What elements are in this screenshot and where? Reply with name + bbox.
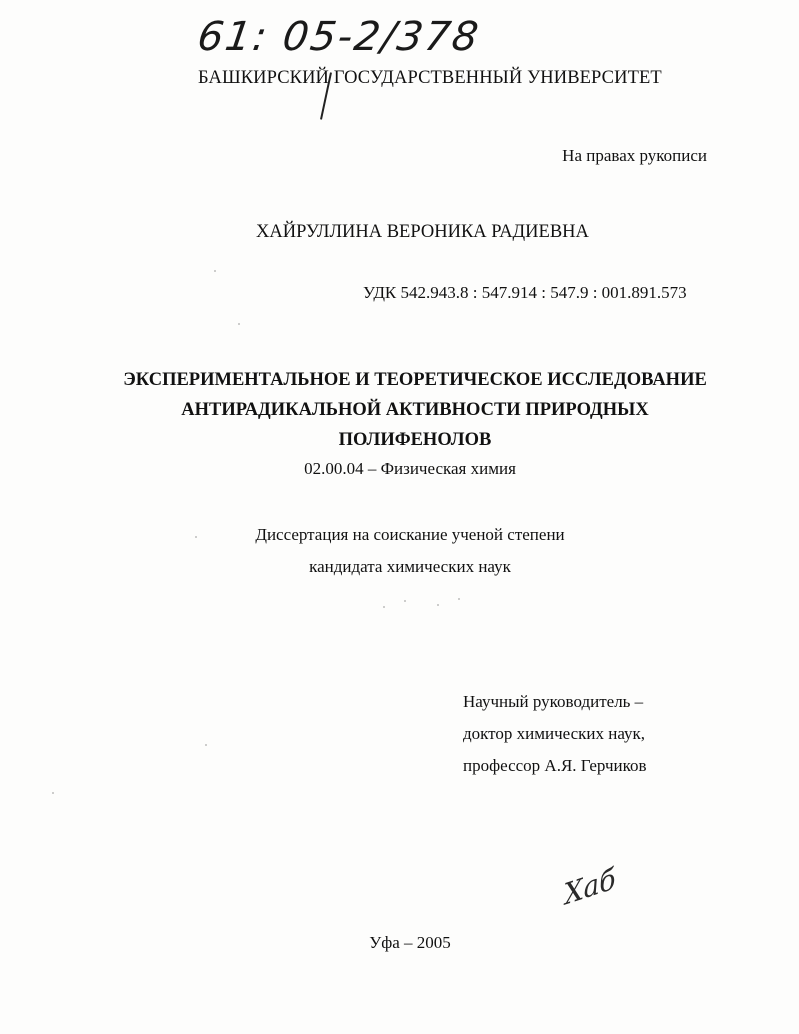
degree-line: кандидата химических наук (309, 557, 511, 576)
degree-statement (0, 519, 799, 583)
dissertation-title (100, 365, 730, 455)
scan-speck (195, 536, 197, 538)
university-name: БАШКИРСКИЙ ГОСУДАРСТВЕННЫЙ УНИВЕРСИТЕТ (198, 68, 662, 88)
title-line: ПОЛИФЕНОЛОВ (338, 430, 492, 450)
handwritten-archive-number: 61: 05-2/378 (194, 14, 483, 60)
title-line: АНТИРАДИКАЛЬНОЙ АКТИВНОСТИ ПРИРОДНЫХ (181, 400, 649, 420)
supervisor-line: доктор химических наук, (463, 724, 646, 743)
scan-speck (52, 792, 54, 794)
supervisor-line: Научный руководитель – (463, 692, 644, 711)
scan-speck (238, 323, 240, 325)
supervisor-block (463, 686, 647, 782)
supervisor-line: профессор А.Я. Герчиков (463, 756, 647, 775)
scan-speck (404, 600, 406, 602)
udc-code: УДК 542.943.8 : 547.914 : 547.9 : 001.891.573 (363, 283, 687, 302)
scan-speck (205, 744, 207, 746)
scan-speck (458, 598, 460, 600)
place-and-year: Уфа – 2005 (369, 933, 451, 952)
scan-speck (437, 604, 439, 606)
manuscript-rights-note: На правах рукописи (562, 146, 707, 165)
author-name: ХАЙРУЛЛИНА ВЕРОНИКА РАДИЕВНА (256, 222, 589, 242)
title-line: ЭКСПЕРИМЕНТАЛЬНОЕ И ТЕОРЕТИЧЕСКОЕ ИССЛЕДОВАНИЕ (123, 370, 707, 390)
handwritten-signature: Хаб (562, 861, 618, 912)
degree-line: Диссертация на соискание ученой степени (255, 525, 565, 544)
scan-speck (383, 606, 385, 608)
scan-speck (214, 270, 216, 272)
specialty-code: 02.00.04 – Физическая химия (304, 459, 516, 478)
